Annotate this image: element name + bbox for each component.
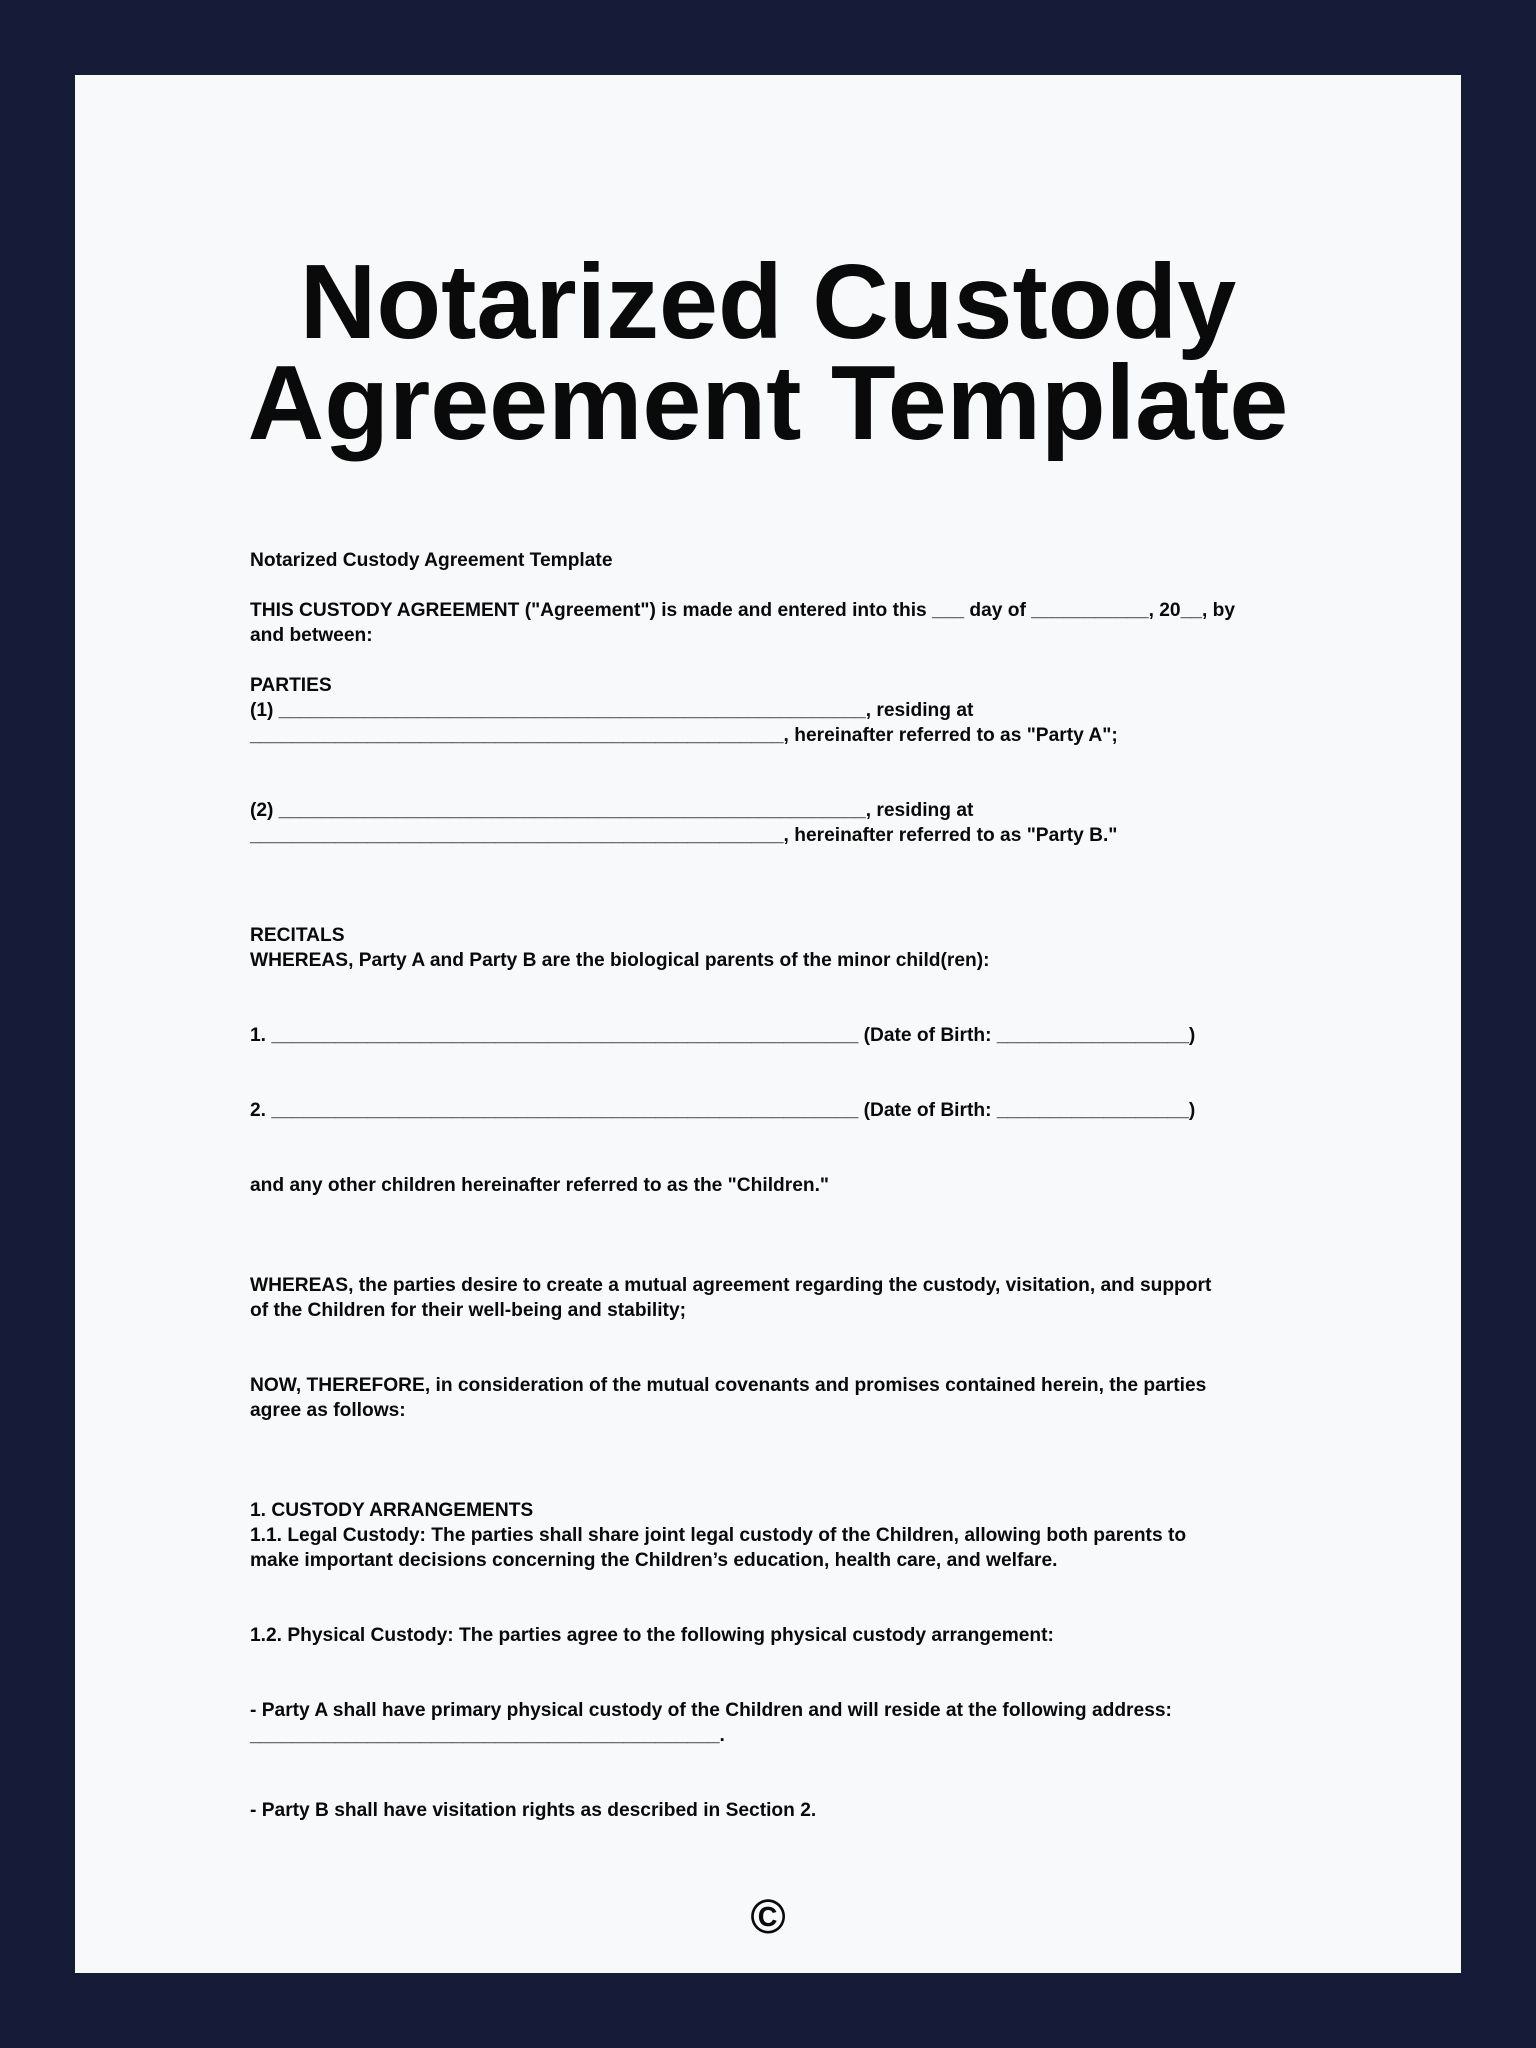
page-title [75,243,1461,462]
party-2-line-2: __________________________________________________, hereinafter referred to as "Party B." [250,825,1118,846]
party-a-custody-line-1: - Party A shall have primary physical custody of the Children and will reside at the following address: [250,1700,1172,1721]
party-1-line-2: __________________________________________________, hereinafter referred to as "Party A"; [250,725,1118,746]
party-a-custody-line-2: ____________________________________________. [250,1725,725,1746]
title-line-2: Agreement Template [247,344,1289,462]
section-1-heading: 1. CUSTODY ARRANGEMENTS [250,1500,534,1521]
party-2-line-1: (2) _______________________________________________________, residing at [250,800,974,821]
intro-line-1: THIS CUSTODY AGREEMENT ("Agreement") is made and entered into this ___ day of ___________, 20__, by [250,600,1235,621]
child-1-line: 1. _______________________________________________________ (Date of Birth: __________________) [250,1025,1196,1046]
party-1-line-1: (1) _______________________________________________________, residing at [250,700,974,721]
now-therefore-line-2: agree as follows: [250,1400,406,1421]
intro-line-2: and between: [250,625,373,646]
section-1-1-line-2: make important decisions concerning the Children’s education, health care, and welfare. [250,1550,1058,1571]
parties-heading: PARTIES [250,675,332,696]
child-2-line: 2. _______________________________________________________ (Date of Birth: __________________) [250,1100,1196,1121]
recitals-line: WHEREAS, Party A and Party B are the biological parents of the minor child(ren): [250,950,990,971]
now-therefore-line-1: NOW, THEREFORE, in consideration of the mutual covenants and promises contained herein, the parties [250,1375,1207,1396]
section-1-1-line-1: 1.1. Legal Custody: The parties shall share joint legal custody of the Children, allowing both parents to [250,1525,1187,1546]
party-b-visitation: - Party B shall have visitation rights as described in Section 2. [250,1800,817,1821]
title-line-1: Notarized Custody [299,243,1237,361]
children-definition: and any other children hereinafter referred to as the "Children." [250,1175,830,1196]
document-page [75,75,1461,1973]
document-body [250,548,1290,1823]
whereas-2-line-2: of the Children for their well-being and stability; [250,1300,687,1321]
recitals-heading: RECITALS [250,925,345,946]
copyright-icon: © [750,1891,786,1944]
whereas-2-line-1: WHEREAS, the parties desire to create a mutual agreement regarding the custody, visitation, and support [250,1275,1212,1296]
section-1-2: 1.2. Physical Custody: The parties agree to the following physical custody arrangement: [250,1625,1054,1646]
document-heading: Notarized Custody Agreement Template [250,550,613,571]
